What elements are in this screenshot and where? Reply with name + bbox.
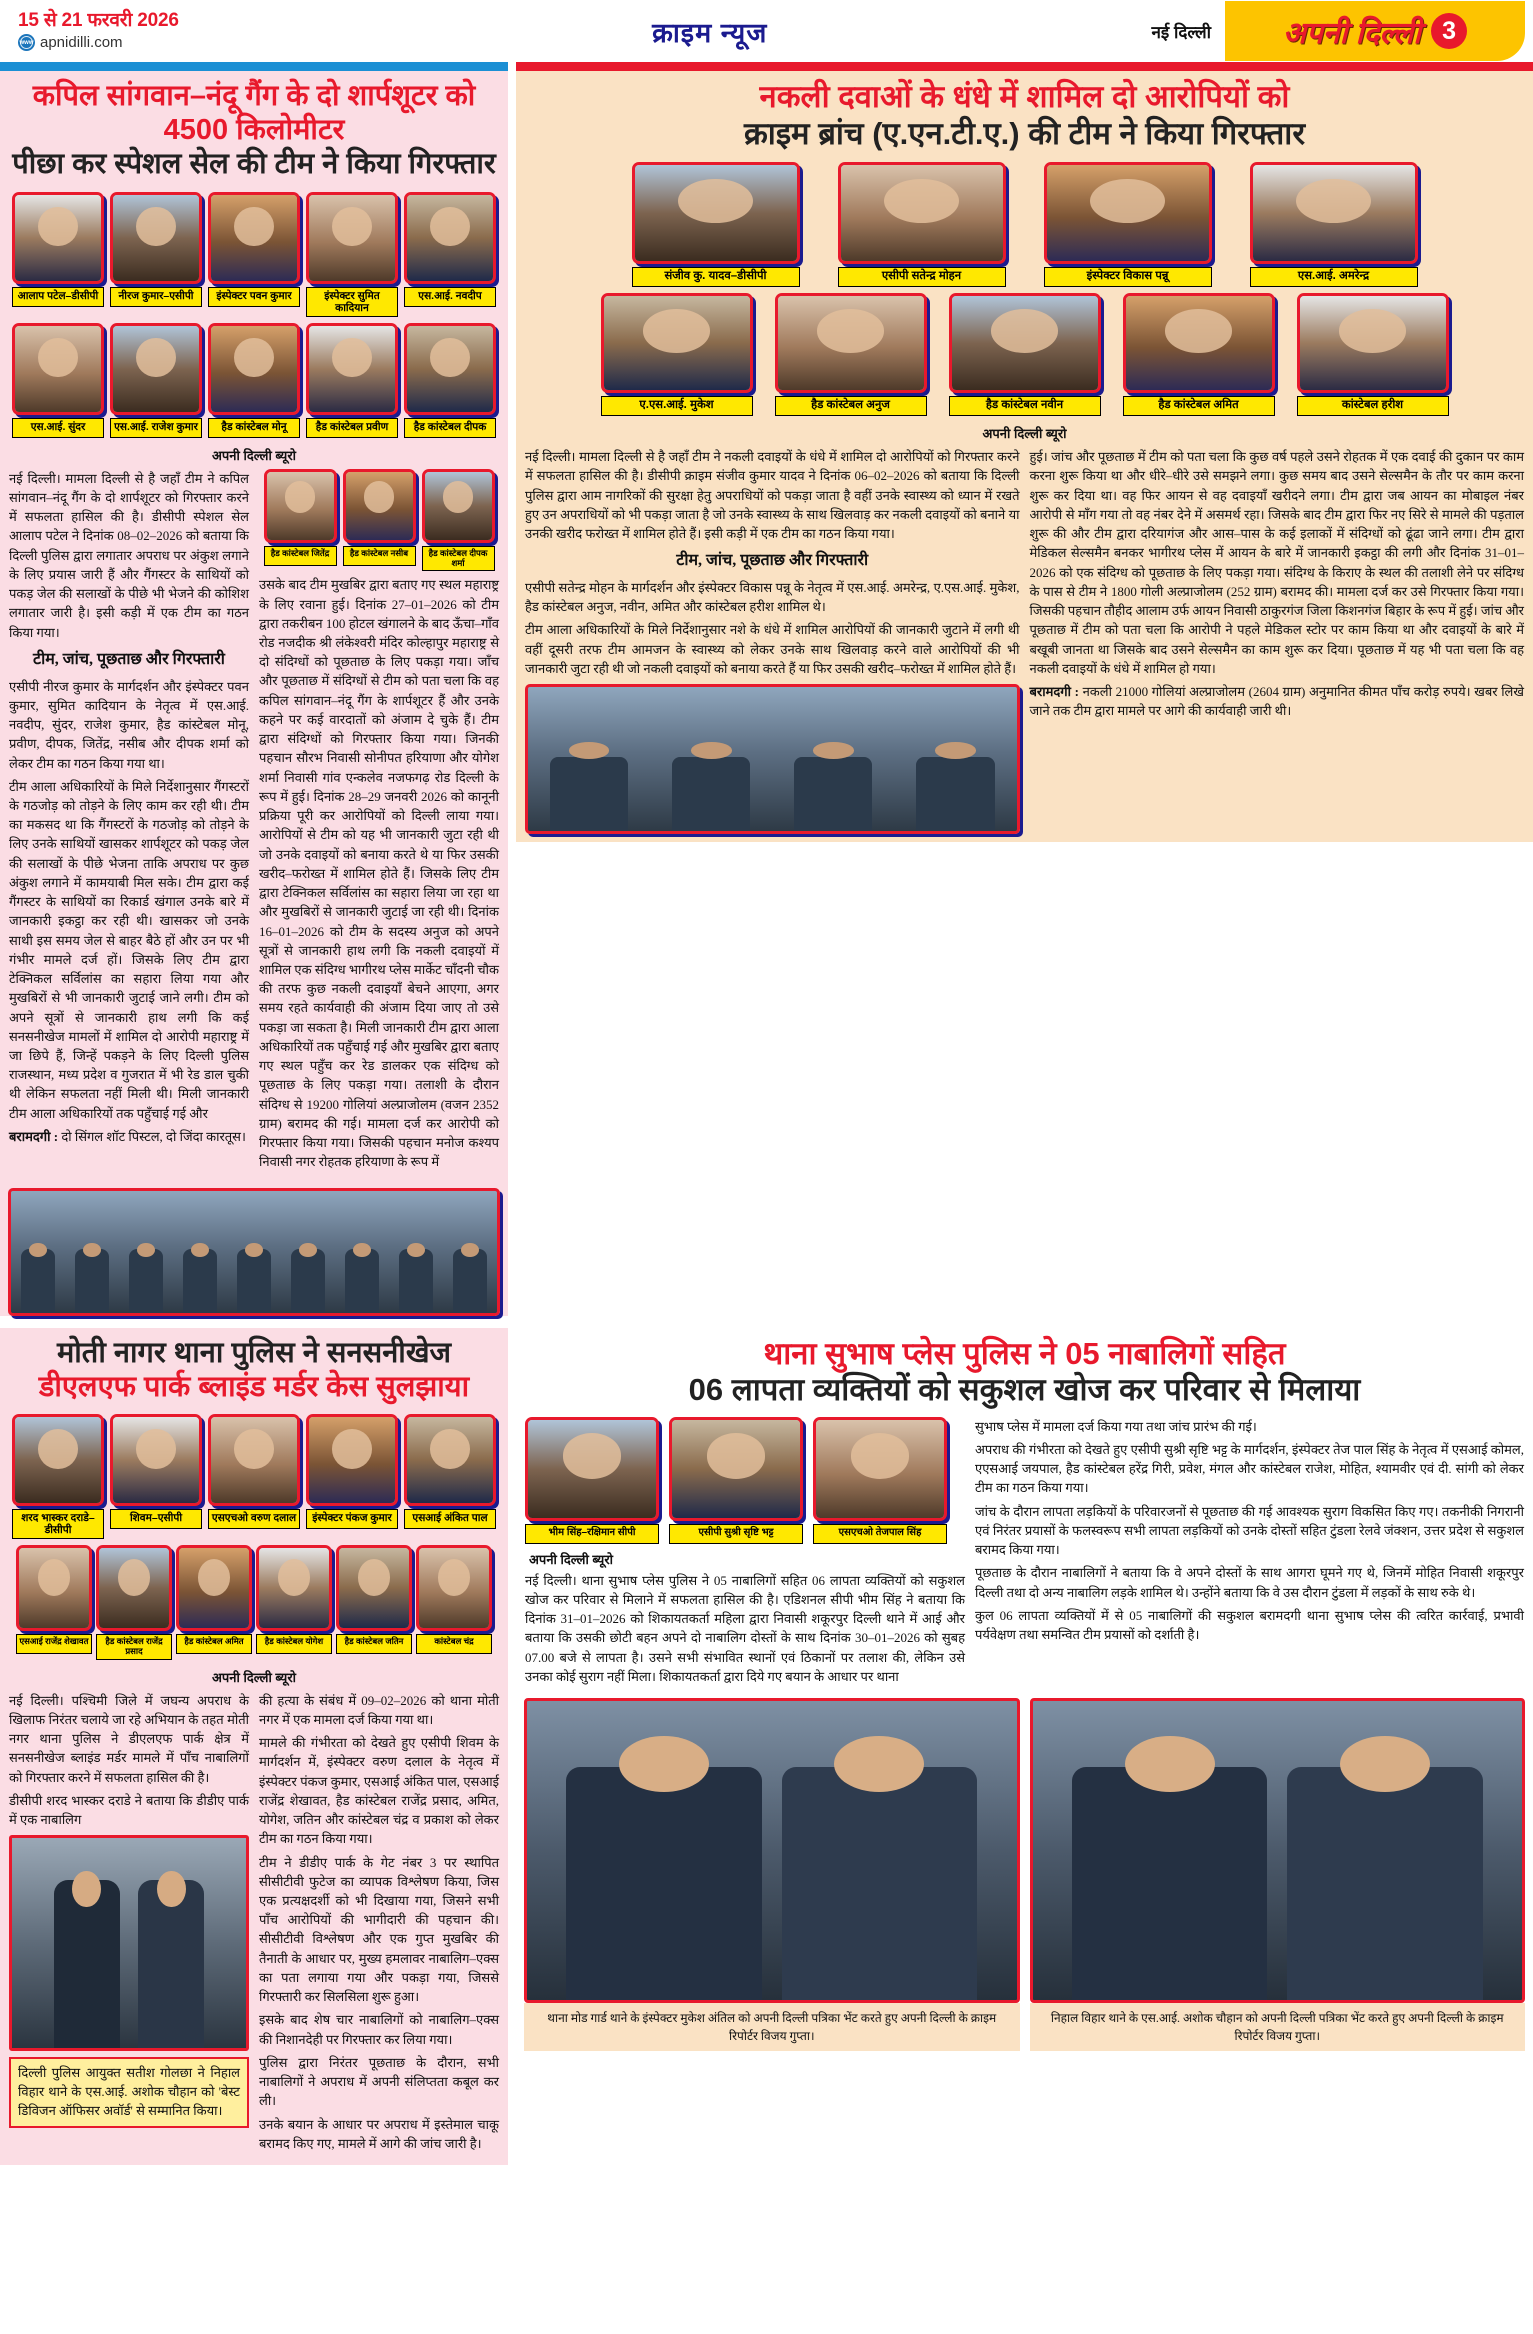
rule-blue (0, 62, 508, 71)
officer-caption: हैड कांस्टेबल नवीन (949, 396, 1101, 416)
officer-caption: एस.आई. सुंदर (12, 418, 104, 438)
article3-photo-row-2 (0, 1541, 508, 1662)
article3-right-para1: की हत्या के संबंध में 09–02–2026 को थाना मोती नगर में एक मामला दर्ज किया गया था। (259, 1692, 499, 1727)
officer-card (306, 192, 398, 317)
brand-badge (1225, 1, 1525, 61)
article3-right-para6: उनके बयान के आधार पर अपराध में इस्तेमाल चाकू बरामद किए गए, मामले में आगे की जांच जारी है। (259, 2116, 499, 2151)
officer-photo (16, 1545, 92, 1631)
officer-caption: एसआई अंकित पाल (404, 1509, 496, 1529)
officer-card (256, 1545, 332, 1660)
officer-card (1044, 162, 1212, 287)
officer-card (16, 1545, 92, 1660)
officer-photo (12, 192, 104, 284)
article4-right-para5: कुल 06 लापता व्यक्तियों में से 05 नाबालिगों की सकुशल बरामदगी थाना सुभाष प्लेस की त्वरित कार्रवाई, प्रभावी पर्यवेक्षण तथा समन्वित टीम प्रयासों को दर्शाती है। (975, 1607, 1524, 1643)
article3-right-para5: पुलिस द्वारा निरंतर पूछताछ के दौरान, सभी नाबालिगों ने अपराध में अपनी संलिप्तता कबूल कर ली। (259, 2054, 499, 2109)
officer-caption: हैड कांस्टेबल योगेश (256, 1634, 332, 1654)
officer-caption: हैड कांस्टेबल राजेंद्र प्रसाद (96, 1634, 172, 1660)
officer-photo (949, 293, 1101, 393)
page-number: 3 (1431, 13, 1467, 49)
article2-intro: नई दिल्ली। मामला दिल्ली से है जहाँ टीम ने नकली दवाइयों के धंधे में शामिल दो आरोपियों को गिरफ्तार करने में सफलता हासिल की है। डीसीपी क्राइम संजीव कुमार यादव ने दिनांक 06–02–2026 को बताया कि दिल्ली पुलिस द्वारा आम नागरिकों की सुरक्षा हेतु अपराधियों को पकड़ा जाता है वहीं उनके स्वास्थ्य को ध्यान में रखते हुए उन अपराधियों को भी पकड़ा जाता है जो उनके स्वास्थ्य के साथ खिलवाड़ कर नकली दवाइयों को बनाने या उनकी खरीद फरोख्त में शामिल होते हैं। इसी कड़ी में एक टीम का गठन किया गया। (525, 449, 1020, 542)
officer-caption: एसीपी सतेन्द्र मोहन (838, 267, 1006, 287)
article4-right-para1: सुभाष प्लेस में मामला दर्ज किया गया तथा जांच प्रारंभ की गई। (975, 1418, 1257, 1434)
website-url: apnidilli.com (40, 34, 123, 52)
officer-card (110, 1414, 202, 1539)
officer-photo (110, 323, 202, 415)
article4-photo-right (1030, 1698, 1526, 2003)
article4-photo-caption-left: थाना मोड गार्ड थाने के इंस्पेक्टर मुकेश अंतिल को अपनी दिल्ली पत्रिका भेंट करते हुए अपनी दिल्ली के क्राइम रिपोर्टर विजय गुप्ता। (524, 2003, 1020, 2051)
award-figure-right (138, 1880, 204, 2048)
officer-card (422, 469, 495, 572)
article4-byline: अपनी दिल्ली ब्यूरो (529, 1551, 614, 1567)
photo-figure-left (1072, 1767, 1268, 2000)
article2-arrest-text: नकली 21000 गोलियां अल्प्राजोलम (2604 ग्राम) अनुमानित कीमत पाँच करोड़ रुपये। खबर लिखे जाने तक टीम द्वारा मामले पर आगे की कार्यवाही जारी थी। (1029, 683, 1525, 719)
article2-headline (516, 71, 1533, 158)
award-figure-left (54, 1880, 120, 2048)
article2-para3: टीम आला अधिकारियों के मिले निर्देशानुसार नशे के धंधे में शामिल आरोपियों की जानकारी जुटाने में लगी थी वहीं दूसरी तरफ टीम आमजन के स्वास्थ्य को लेकर उनके साथ खिलवाड़ करने वाले आरोपियों की भी जानकारी जुटा रही थी जो नकली दवाइयों को बनाया करते हैं या फिर उसकी खरीद–फरोख्त में शामिल होते हैं। (525, 622, 1020, 676)
article2-photo-row-1 (516, 158, 1533, 289)
article3-right-para4: इसके बाद शेष चार नाबालिगों को नाबालिग–एक्स की निशानदेही पर गिरफ्तार कर लिया गया। (259, 2012, 499, 2047)
column-left (0, 71, 508, 1324)
officer-photo (601, 293, 753, 393)
officer-caption: हैड कांस्टेबल दीपक शर्मा (422, 546, 495, 572)
globe-icon: www (18, 34, 35, 51)
column-left-bottom (0, 1328, 508, 2165)
officer-card (208, 192, 300, 317)
officer-photo (1044, 162, 1212, 264)
officer-caption: भीम सिंह–रक्षिमान सीपी (525, 1524, 659, 1544)
officer-photo (12, 323, 104, 415)
article3-body-col1 (9, 1691, 249, 2157)
article-subhash-place (516, 1328, 1533, 2052)
officer-photo (336, 1545, 412, 1631)
article2-para2: एसीपी सतेन्द्र मोहन के मार्गदर्शन और इंस्पेक्टर विकास पन्नू के नेतृत्व में एस.आई. अमरेन्द्र, ए.एस.आई. मुकेश, हैड कांस्टेबल अनुज, नवीन, अमित और कांस्टेबल हरीश शामिल थे। (525, 580, 1020, 615)
officer-caption: हैड कांस्टेबल जतिन (336, 1634, 412, 1654)
officer-caption: संजीव कु. यादव–डीसीपी (632, 267, 800, 287)
officer-caption: हैड कांस्टेबल जितेंद्र (264, 546, 337, 566)
article4-headline (516, 1328, 1533, 1415)
officer-card (343, 469, 416, 572)
article1-byline: अपनी दिल्ली ब्यूरो (211, 447, 296, 463)
officer-caption: इंस्पेक्टर विकास पन्नू (1044, 267, 1212, 287)
officer-caption: हैड कांस्टेबल अमित (176, 1634, 252, 1654)
officer-card (12, 1414, 104, 1539)
article4-headline-line1: थाना सुभाष प्लेस पुलिस ने 05 नाबालिगों सहित (763, 1335, 1286, 1371)
article2-raid-photo (525, 684, 1020, 834)
article-moti-nagar (0, 1328, 508, 2165)
article3-photo-row-1 (0, 1410, 508, 1541)
article1-headline-line1: कपिल सांगवान–नंदू गैंग के दो शार्पशूटर को 4500 किलोमीटर (32, 80, 476, 147)
officer-card (110, 323, 202, 438)
section-title: क्राइम न्यूज (652, 17, 768, 48)
officer-card (813, 1417, 947, 1544)
article3-para2: डीसीपी शरद भास्कर दराडे ने बताया कि डीडीए पार्क में एक नाबालिग (9, 1792, 249, 1828)
officer-caption: हैड कांस्टेबल मोनू (208, 418, 300, 438)
officer-caption: एस.आई. राजेश कुमार (110, 418, 202, 438)
article3-award-photo (9, 1835, 249, 2051)
article4-top-body (516, 1415, 1533, 1698)
officer-photo (632, 162, 800, 264)
officer-photo (422, 469, 495, 543)
article2-headline-line1: नकली दवाओं के धंधे में शामिल दो आरोपियों को (759, 79, 1290, 114)
article2-right-para: हुई। जांच और पूछताछ में टीम को पता चला कि कुछ वर्ष पहले उसने रोहतक में एक दवाई की दुकान पर काम करना शुरू किया था और धीरे–धीरे उसे समझने लगा। कुछ समय बाद उसने सेल्समैन के तौर पर काम करना शुरू कर दिया था। वह फिर आयन से वह दवाइयाँ खरीदने लगा। टीम द्वारा जब आयन का मोबाइल नंबर आरोपी से माँग गया तो वह नंबर देने में असमर्थ रहा। जिसके बाद टीम द्वारा फिर नए सिरे से मामले की पड़ताल शुरू की और टीम द्वारा दरियागंज और आस–पास के कई इलाकों में संदिग्धों को ढूंढा जाने लगा। टीम द्वारा मेडिकल सेल्समैन बनकर भागीरथ प्लेस में आयन के बारे में जानकारी इकट्ठा की लगी और दिनांक 31–01–2026 को एक संदिग्ध को पूछताछ के लिए पकड़ा गया। संदिग्ध के किराए के स्थल की तलाशी लेने पर संदिग्ध के पास से टीम ने 1800 गोली अल्प्राजोलम (252 ग्राम) बरामद की। मामला दर्ज कर उसे गिरफ्तार किया गया। जिसकी पहचान तौहीद आलाम उर्फ आयन निवासी ठाकुरगंज जिला किशनगंज बिहार के रूप में हुई। जांच और पूछताछ में टीम को पता चला कि आरोपी ने पहले मेडिकल स्टोर पर काम किया था और दवाइयों के बारे में बखूबी जानता था जिसके बाद उसने सेल्समैन का काम शुरू कर दिया। पूछताछ में यह भी पता चला कि वह नकली दवाइयों के धंधे में शामिल हो गया। (1029, 449, 1524, 676)
article2-arrest-label: बरामदगी : (1029, 683, 1079, 699)
article1-arrest-label: बरामदगी : (9, 1128, 59, 1144)
photo-figure-right (1287, 1767, 1483, 2000)
website-link[interactable] (18, 34, 268, 51)
header-rules (0, 62, 1533, 71)
article3-headline-line1: मोती नागर थाना पुलिस ने सनसनीखेज (56, 1336, 452, 1369)
officer-card (404, 1414, 496, 1539)
article2-photo-row-2 (516, 289, 1533, 418)
officer-card (404, 192, 496, 317)
officer-photo (306, 323, 398, 415)
officer-photo (208, 192, 300, 284)
officer-caption: हैड कांस्टेबल अमित (1123, 396, 1275, 416)
article1-arrest (9, 1127, 249, 1146)
officer-photo (208, 323, 300, 415)
officer-photo (525, 1417, 659, 1521)
officer-photo (208, 1414, 300, 1506)
officer-card (306, 323, 398, 438)
brand-name: अपनी दिल्ली (1282, 16, 1422, 50)
article2-byline: अपनी दिल्ली ब्यूरो (982, 426, 1067, 442)
officer-photo (813, 1417, 947, 1521)
officer-caption: इंस्पेक्टर सुमित कादियान (306, 287, 398, 317)
officer-photo (12, 1414, 104, 1506)
officer-photo (669, 1417, 803, 1521)
article4-right-para2: अपराध की गंभीरता को देखते हुए एसीपी सुश्री सृष्टि भट्ट के मार्गदर्शन, इंस्पेक्टर तेज पाल सिंह के नेतृत्व में एसआई कोमल, एएसआई जयपाल, हैड कांस्टेबल हरेंद्र गिरी, प्रवेश, मंगल और कांस्टेबल राजेश, मोहित, श्यामवीर एवं दी. सांगी को लेकर टीम का गठन किया गया। (975, 1441, 1524, 1496)
officer-photo (256, 1545, 332, 1631)
officer-caption: एसएचओ वरुण दलाल (208, 1509, 300, 1529)
article3-intro: नई दिल्ली। पश्चिमी जिले में जघन्य अपराध के खिलाफ निरंतर चलाये जा रहे अभियान के तहत मोती नगर थाना पुलिस ने डीएलएफ पार्क क्षेत्र में सनसनीखेज ब्लाइंड मर्डर मामले में पाँच नाबालिगों को गिरफ्तार करने में सफलता हासिल की है। (9, 1692, 249, 1785)
officer-caption: नीरज कुमार–एसीपी (110, 287, 202, 307)
officer-card (208, 1414, 300, 1539)
article2-body-col1 (525, 447, 1020, 834)
officer-caption: एस.आई. अमरेन्द्र (1250, 267, 1418, 287)
article1-headline-line2: पीछा कर स्पेशल सेल की टीम ने किया गिरफ्तार (12, 148, 496, 181)
officer-card (306, 1414, 398, 1539)
officer-card (1250, 162, 1418, 287)
officer-photo (1250, 162, 1418, 264)
article1-subhead: टीम, जांच, पूछताछ और गिरफ्तारी (33, 650, 225, 668)
article1-photo-row-2 (0, 319, 508, 440)
article1-arrest-text: दो सिंगल शॉट पिस्टल, दो जिंदा कारतूस। (61, 1128, 246, 1144)
officer-photo (838, 162, 1006, 264)
photo-figure-left (566, 1767, 762, 2000)
article1-intro: नई दिल्ली। मामला दिल्ली से है जहाँ टीम ने कपिल सांगवान–नंदू गैंग के दो शार्पशूटर को गिरफ्तार करने में सफलता हासिल की है। डीसीपी स्पेशल सेल आलाप पटेल ने दिनांक 08–02–2026 को बताया कि दिल्ली पुलिस द्वारा लगातार अपराध पर अंकुश लगाने के लिए प्रयास जारी हैं और गैंगस्टर के साथियों को पकड़ जेल की सलाखों के पीछे भी भेजने की कोशिश लगातार जारी है। इसी कड़ी में एक टीम का गठन किया गया। (9, 470, 249, 640)
officer-caption: हैड कांस्टेबल अनुज (775, 396, 927, 416)
rule-red (516, 62, 1533, 71)
officer-caption: हैड कांस्टेबल प्रवीण (306, 418, 398, 438)
top-columns (0, 71, 1533, 1324)
article1-headline (0, 71, 508, 188)
article3-right-para3: टीम ने डीडीए पार्क के गेट नंबर 3 पर स्थापित सीसीटीवी फुटेज का व्यापक विश्लेषण किया, जिस एक प्रत्यक्षदर्शी को भी दिखाया गया, जिसने सभी पाँच आरोपियों की भागीदारी की पहचान की। सीसीटीवी विश्लेषण और एक गुप्त मुखबिर की तैनाती के आधार पर, मुख्य हमलावर नाबालिग–एक्स का पता लगाया गया और पकड़ा गया, जिससे गिरफ्तारी कर सिलसिला शुरू हुआ। (259, 1854, 499, 2005)
officer-card (775, 293, 927, 416)
officer-caption: इंस्पेक्टर पवन कुमार (208, 287, 300, 307)
officer-caption: हैड कांस्टेबल दीपक (404, 418, 496, 438)
officer-photo (1123, 293, 1275, 393)
officer-photo (404, 323, 496, 415)
officer-photo (306, 192, 398, 284)
officer-photo (110, 1414, 202, 1506)
article1-body (0, 467, 508, 1184)
officer-card (525, 1417, 659, 1544)
officer-card (12, 192, 104, 317)
article4-intro: नई दिल्ली। थाना सुभाष प्लेस पुलिस ने 05 नाबालिगों सहित 06 लापता व्यक्तियों को सकुशल खोज कर परिवार से मिलाने में सफलता हासिल की है। एडिशनल सीपी भीम सिंह ने बताया कि दिनांक 31–01–2026 को शिकायतकर्ता महिला द्वारा निवासी शकूरपुर दिल्ली थाने में आई और बताया कि उसकी छोटी बहन अपने दो नाबालिग दोस्तों के साथ दिनांक 30–01–2026 को सुबह 07.00 बजे से लापता है। उसने सभी संभावित स्थानों एवं ठिकानों पर तलाश की, लेकिन उसे उनका कोई सुराग नहीं मिला। शिकायतकर्ता द्वारा दिये गए बयान के आधार पर थाना (525, 1572, 965, 1684)
officer-card (176, 1545, 252, 1660)
officer-card (208, 323, 300, 438)
column-right-bottom (516, 1328, 1533, 2052)
officer-photo (775, 293, 927, 393)
officer-photo (404, 1414, 496, 1506)
bottom-columns (0, 1328, 1533, 2165)
officer-card (416, 1545, 492, 1660)
masthead (0, 0, 1533, 62)
officer-card (264, 469, 337, 572)
officer-caption: एसीपी सुश्री सृष्टि भट्ट (669, 1524, 803, 1544)
article1-body-col2 (259, 469, 499, 1176)
article1-photo-row-1 (0, 188, 508, 319)
article2-body-col2 (1030, 447, 1525, 834)
officer-caption: शरद भास्कर दराडे–डीसीपी (12, 1509, 104, 1539)
officer-caption: एसएचओ तेजपाल सिंह (813, 1524, 947, 1544)
article1-para3: टीम आला अधिकारियों के मिले निर्देशानुसार गैंगस्टरों के गठजोड़ को तोड़ने के लिए काम कर रही थी। टीम का मकसद था कि गैंगस्टरों के गठजोड़ को तोड़ने के लिए उनके साथियों खासकर शार्पशूटर को पकड़ जेल की सलाखों के पीछे भेजना ताकि अपराध पर कुछ अंकुश लगाने में कामयाबी मिल सके। टीम द्वारा कई गैंगस्टर के साथियों का रिकार्ड खंगाल उनके बारे में जानकारी इकट्ठा कर रही थी। खासकर जो उनके साथी इस समय जेल से बाहर बैठे हों और उन पर भी गंभीर मामले दर्ज हों। जिसके लिए टीम द्वारा टेक्निकल सर्विलांस का सहारा लिया गया और मुखबिरों से भी जानकारी जुटाई जाने लगी। टीम को अपने सूत्रों से जानकारी हाथ लगी कि कई सनसनीखेज मामलों में शामिल दो आरोपी महाराष्ट्र में जा छिपे हैं, जिन्हें पकड़ने के लिए दिल्ली पुलिस राजस्थान, मध्य प्रदेश व गुजरात में भी रेड डाल चुकी थी लेकिन सफलता नहीं मिली थी। मिली जानकारी टीम आला अधिकारियों तक पहुँचाई गई और (9, 778, 249, 1121)
officer-card (838, 162, 1006, 287)
article4-photo-right-wrap (1030, 1698, 1526, 2051)
officer-photo (416, 1545, 492, 1631)
issue-date: 15 से 21 फरवरी 2026 (18, 9, 179, 31)
masthead-left (8, 11, 268, 52)
group-photo-figures (11, 1225, 497, 1313)
officer-photo (404, 192, 496, 284)
officer-card (96, 1545, 172, 1660)
article4-photo-caption-right: निहाल विहार थाने के एस.आई. अशोक चौहान को अपनी दिल्ली पत्रिका भेंट करते हुए अपनी दिल्ली के क्राइम रिपोर्टर विजय गुप्ता। (1030, 2003, 1526, 2051)
article1-body-col1 (9, 469, 249, 1176)
article3-right-para2: मामले की गंभीरता को देखते हुए एसीपी शिवम के मार्गदर्शन में, इंस्पेक्टर वरुण दलाल के नेतृत्व में इंस्पेक्टर पंकज कुमार, एसआई अंकित पाल, एसआई राजेंद्र शेखावत, हैड कांस्टेबल राजेंद्र प्रसाद, अमित, योगेश, जतिन और कांस्टेबल चंद्र व प्रकाश को लेकर टीम का गठन किया गया। (259, 1735, 499, 1847)
column-right (516, 71, 1533, 842)
officer-card (336, 1545, 412, 1660)
officer-photo (96, 1545, 172, 1631)
officer-photo (264, 469, 337, 543)
article3-headline-line2: डीएलएफ पार्क ब्लाइंड मर्डर केस सुलझाया (38, 1370, 470, 1403)
page-body (0, 71, 1533, 2165)
officer-caption: ए.एस.आई. मुकेश (601, 396, 753, 416)
article1-photo-row-3 (259, 469, 499, 576)
article3-body-col2 (259, 1691, 499, 2157)
raid-photo-figures (528, 728, 1017, 832)
officer-card (110, 192, 202, 317)
officer-caption: इंस्पेक्टर पंकज कुमार (306, 1509, 398, 1529)
officer-caption: हैड कांस्टेबल नसीब (343, 546, 416, 566)
article3-photo-caption: दिल्ली पुलिस आयुक्त सतीश गोलछा ने निहाल विहार थाने के एस.आई. अशोक चौहान को 'बेस्ट डिविजन ऑफिसर अवॉर्ड' से सम्मानित किया। (9, 2057, 249, 2128)
officer-card (404, 323, 496, 438)
article4-photo-col (525, 1417, 965, 1690)
officer-card (632, 162, 800, 287)
officer-photo (343, 469, 416, 543)
edition-city: नई दिल्ली (1151, 22, 1211, 42)
officer-caption: कांस्टेबल हरीश (1297, 396, 1449, 416)
officer-photo (176, 1545, 252, 1631)
officer-card (1297, 293, 1449, 416)
article4-photo-left (524, 1698, 1020, 2003)
officer-photo (1297, 293, 1449, 393)
officer-card (1123, 293, 1275, 416)
rule-gap (508, 62, 516, 71)
article2-arrest (1030, 682, 1525, 720)
officer-card (669, 1417, 803, 1544)
article2-headline-line2: क्राइम ब्रांच (ए.एन.टी.ए.) की टीम ने किया गिरफ्तार (743, 115, 1305, 151)
article1-right-para1: उसके बाद टीम मुखबिर द्वारा बताए गए स्थल महाराष्ट्र के लिए रवाना हुई। दिनांक 27–01–2026 को टीम द्वारा तकरीबन 100 होटल खंगालने के बाद ऊँचा–गाँव रोड नजदीक श्री लंकेश्वरी मंदिर कोल्हापुर महाराष्ट्र से दो संदिग्धों को पूछताछ के लिए पकड़ा गया। जाँच और पूछताछ में संदिग्धों से टीम को पता चला कि वह कपिल सांगवान–नंदू गैंग के शार्पशूटर हैं और उनके कहने पर कई वारदातों को अंजाम दे चुके हैं। टीम द्वारा संदिग्धों को गिरफ्तार किया गया। जिनकी पहचान सौरभ निवासी सोनीपत हरियाणा और योगेश शर्मा निवासी गांव एन्कलेव नजफगढ़ रोड दिल्ली के रूप में हुई। दिनांक 28–29 जनवरी 2026 को कानूनी प्रक्रिया पूरी कर आरोपियों को दिल्ली लाया गया। आरोपियों से टीम को यह भी जानकारी जुटा रही थी जो उनके दवाइयों को बनाया करते थे या फिर उसकी खरीद–फरोख्त में शामिल होते हैं। जिसके लिए टीम द्वारा टेक्निकल सर्विलांस का सहारा लिया जा रहा था और मुखबिरों से जानकारी जुटाई जा रही थी। दिनांक 16–01–2026 को टीम के सदस्य अनुज को अपने सूत्रों से जानकारी हाथ लगी कि नकली दवाइयों में शामिल एक संदिग्ध भागीरथ प्लेस मार्केट चाँदनी चौक की तरफ कुछ नकली दवाइयाँ बेचने आएगा, अगर समय रहते कार्यवाही की अंजाम दिया जाए तो उसे पकड़ा जा सकता है। मिली जानकारी टीम द्वारा आला अधिकारियों तक पहुँचाई गई और मुखबिर द्वारा बताए गए स्थल पहुँच कर रेड डालकर एक संदिग्ध को पूछताछ के लिए पकड़ा गया। तलाशी के दौरान संदिग्ध से 19200 गोलियां अल्प्राजोलम (वजन 2352 ग्राम) बरामद की गई। मामला दर्ज कर आरोपी को गिरफ्तार किया गया। जिसकी पहचान मनोज कश्यप निवासी नगर रोहतक हरियाणा के रूप में (259, 577, 499, 1170)
officer-card (949, 293, 1101, 416)
photo-figure-right (782, 1767, 978, 2000)
article4-body-col2 (975, 1417, 1524, 1649)
article4-right-para3: जांच के दौरान लापता लड़कियों के परिवारजनों से पूछताछ की गई आवश्यक सुराग विकसित किए गए। तकनीकी निगरानी एवं निरंतर प्रयासों के फलस्वरूप सभी लापता लड़कियों को उनके दोस्तों सहित टुंडला रेलवे जंक्शन, उत्तर प्रदेश से सकुशल बरामद किया गया। (975, 1503, 1524, 1558)
officer-caption: एस.आई. नवदीप (404, 287, 496, 307)
officer-caption: आलाप पटेल–डीसीपी (12, 287, 104, 307)
officer-photo (306, 1414, 398, 1506)
article1-group-photo (8, 1188, 500, 1316)
officer-card (12, 323, 104, 438)
article1-para2: एसीपी नीरज कुमार के मार्गदर्शन और इंस्पेक्टर पवन कुमार, सुमित कादियान के नेतृत्व में एस.आई. नवदीप, सुंदर, राजेश कुमार, हैड कांस्टेबल मोनू, प्रवीण, दीपक, जितेंद्र, नसीब और दीपक शर्मा को लेकर टीम का गठन किया गया था। (9, 678, 249, 771)
article4-bottom-photos (516, 1698, 1533, 2051)
article2-subhead: टीम, जांच, पूछताछ और गिरफ्तारी (676, 552, 869, 570)
article4-photo-left-wrap (524, 1698, 1020, 2051)
article4-right-para4: पूछताछ के दौरान नाबालिगों ने बताया कि वे अपने दोस्तों के साथ आगरा घूमने गए थे, जिनमें मोहित निवासी शकूरपुर दिल्ली तथा दो अन्य नाबालिग लड़के शामिल थे। उन्होंने बताया कि वे उस दौरान टुंडला में लड़कों के साथ रुके थे। (975, 1565, 1524, 1600)
article-kapil-sangwan (0, 71, 508, 1316)
officer-photo (110, 192, 202, 284)
officer-card (601, 293, 753, 416)
article4-photo-row (525, 1417, 965, 1544)
article3-headline (0, 1328, 508, 1410)
article-nakli-dawa (516, 71, 1533, 842)
article2-body (516, 445, 1533, 842)
officer-caption: शिवम–एसीपी (110, 1509, 202, 1529)
officer-caption: कांस्टेबल चंद्र (416, 1634, 492, 1654)
article3-byline: अपनी दिल्ली ब्यूरो (211, 1669, 296, 1685)
officer-caption: एसआई राजेंद्र शेखावत (16, 1634, 92, 1654)
article3-body (0, 1689, 508, 2165)
article4-headline-line2: 06 लापता व्यक्तियों को सकुशल खोज कर परिवार से मिलाया (688, 1372, 1361, 1408)
